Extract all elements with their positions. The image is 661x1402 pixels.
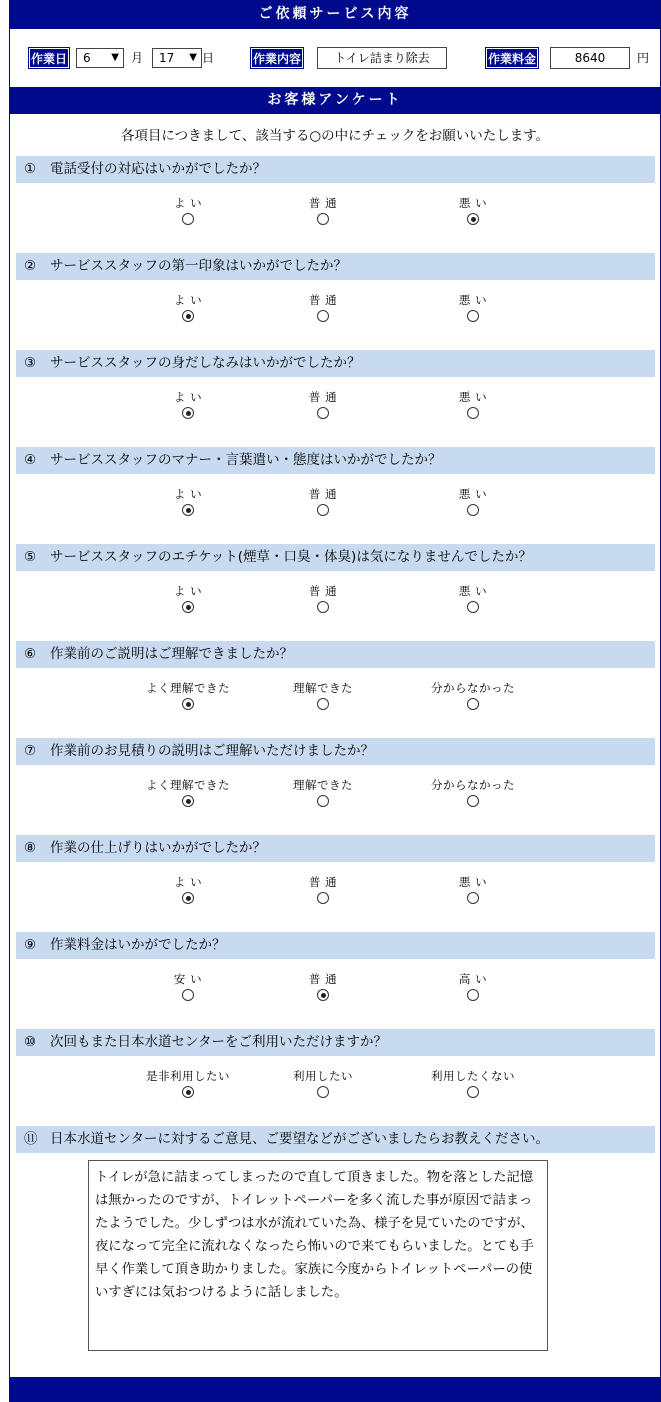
survey-page xyxy=(9,0,661,1402)
question-8 xyxy=(16,835,655,862)
content-field[interactable]: トイレ詰まり除去 xyxy=(317,47,447,69)
radio-unchecked[interactable] xyxy=(317,601,329,613)
question-number: ⑪ xyxy=(24,1131,38,1147)
footer-bar xyxy=(10,1377,660,1402)
option-5-2[interactable] xyxy=(268,584,378,613)
chevron-down-icon: ▼ xyxy=(111,52,119,63)
option-6-1[interactable] xyxy=(133,681,243,710)
radio-unchecked[interactable] xyxy=(467,892,479,904)
option-label: 安 い xyxy=(173,972,203,986)
option-9-3[interactable] xyxy=(418,972,528,1001)
day-select[interactable] xyxy=(152,48,202,68)
option-5-3[interactable] xyxy=(418,584,528,613)
radio-unchecked[interactable] xyxy=(317,1086,329,1098)
option-label: 普 通 xyxy=(308,972,338,986)
question-2 xyxy=(16,253,655,280)
radio-checked[interactable] xyxy=(182,504,194,516)
question-text: 作業前のご説明はご理解できましたか？ xyxy=(50,646,293,662)
option-4-3[interactable] xyxy=(418,487,528,516)
question-number: ⑧ xyxy=(24,840,37,856)
question-3 xyxy=(16,350,655,377)
option-8-3[interactable] xyxy=(418,875,528,904)
option-4-2[interactable] xyxy=(268,487,378,516)
option-label: よ い xyxy=(173,487,203,501)
option-1-3[interactable] xyxy=(418,196,528,225)
option-label: よく理解できた xyxy=(146,778,230,792)
radio-checked[interactable] xyxy=(467,213,479,225)
day-unit: 日 xyxy=(202,51,215,65)
option-label: 悪 い xyxy=(458,390,488,404)
comment-textarea[interactable]: トイレが急に詰まってしまったので直して頂きました。物を落とした記憶は無かったのですが、トイレットペーパーを多く流した事が原因で詰まったようでした。少しずつは水が流れていた為、様子を見ていたのですが、夜になって完全に流れなくなったら怖いので来てもらいました。とても手早く作業して頂き助かりました。家族に今度からトイレットペーパーの使いすぎには気おつけるように話しました。 xyxy=(88,1160,548,1351)
option-3-1[interactable] xyxy=(133,390,243,419)
service-info-row xyxy=(10,44,660,72)
radio-unchecked[interactable] xyxy=(317,310,329,322)
option-10-3[interactable] xyxy=(418,1069,528,1098)
question-text: 電話受付の対応はいかがでしたか？ xyxy=(50,161,266,177)
question-number: ① xyxy=(24,161,37,177)
option-9-1[interactable] xyxy=(133,972,243,1001)
option-7-1[interactable] xyxy=(133,778,243,807)
option-4-1[interactable] xyxy=(133,487,243,516)
option-label: 是非利用したい xyxy=(146,1069,230,1083)
radio-unchecked[interactable] xyxy=(317,407,329,419)
option-3-3[interactable] xyxy=(418,390,528,419)
option-6-3[interactable] xyxy=(418,681,528,710)
question-5 xyxy=(16,544,655,571)
option-label: よ い xyxy=(173,584,203,598)
fee-field[interactable]: 8640 xyxy=(550,47,630,69)
radio-unchecked[interactable] xyxy=(317,698,329,710)
question-10 xyxy=(16,1029,655,1056)
service-header: ご依頼サービス内容 xyxy=(10,0,660,29)
radio-unchecked[interactable] xyxy=(182,213,194,225)
option-label: 悪 い xyxy=(458,487,488,501)
option-label: 分からなかった xyxy=(431,778,515,792)
option-1-2[interactable] xyxy=(268,196,378,225)
radio-unchecked[interactable] xyxy=(182,989,194,1001)
month-select[interactable] xyxy=(76,48,124,68)
radio-checked[interactable] xyxy=(182,407,194,419)
option-8-1[interactable] xyxy=(133,875,243,904)
option-label: 悪 い xyxy=(458,584,488,598)
content-label: 作業内容 xyxy=(250,47,304,69)
survey-intro: 各項目につきまして、該当する○の中にチェックをお願いいたします。 xyxy=(120,128,550,144)
option-10-1[interactable] xyxy=(133,1069,243,1098)
day-value: 17 xyxy=(159,51,175,65)
question-number: ⑨ xyxy=(24,937,37,953)
radio-unchecked[interactable] xyxy=(467,989,479,1001)
question-text: サービススタッフのエチケット(煙草・口臭・体臭)は気になりませんでしたか？ xyxy=(50,549,532,565)
option-7-2[interactable] xyxy=(268,778,378,807)
option-7-3[interactable] xyxy=(418,778,528,807)
question-number: ⑥ xyxy=(24,646,37,662)
radio-unchecked[interactable] xyxy=(467,601,479,613)
question-9 xyxy=(16,932,655,959)
option-10-2[interactable] xyxy=(268,1069,378,1098)
question-number: ⑩ xyxy=(24,1034,37,1050)
comment-question xyxy=(16,1126,655,1153)
option-3-2[interactable] xyxy=(268,390,378,419)
option-label: よく理解できた xyxy=(146,681,230,695)
option-2-2[interactable] xyxy=(268,293,378,322)
radio-checked[interactable] xyxy=(182,310,194,322)
radio-checked[interactable] xyxy=(182,601,194,613)
radio-checked[interactable] xyxy=(182,892,194,904)
option-label: 悪 い xyxy=(458,875,488,889)
month-unit: 月 xyxy=(131,51,144,65)
option-1-1[interactable] xyxy=(133,196,243,225)
question-1 xyxy=(16,156,655,183)
question-text: サービススタッフのマナー・言葉遣い・態度はいかがでしたか？ xyxy=(50,452,442,468)
option-label: 悪 い xyxy=(458,293,488,307)
survey-header: お客様アンケート xyxy=(10,87,660,114)
option-label: 利用したい xyxy=(293,1069,353,1083)
radio-unchecked[interactable] xyxy=(467,795,479,807)
radio-unchecked[interactable] xyxy=(467,698,479,710)
radio-unchecked[interactable] xyxy=(317,892,329,904)
option-label: 分からなかった xyxy=(431,681,515,695)
radio-checked[interactable] xyxy=(182,698,194,710)
question-6 xyxy=(16,641,655,668)
option-label: 理解できた xyxy=(293,778,353,792)
option-label: 普 通 xyxy=(308,875,338,889)
radio-unchecked[interactable] xyxy=(317,504,329,516)
option-9-2[interactable] xyxy=(268,972,378,1001)
option-label: 普 通 xyxy=(308,487,338,501)
question-text: サービススタッフの身だしなみはいかがでしたか？ xyxy=(50,355,361,371)
option-label: 高 い xyxy=(458,972,488,986)
radio-checked[interactable] xyxy=(182,1086,194,1098)
option-label: 利用したくない xyxy=(431,1069,515,1083)
option-label: よ い xyxy=(173,196,203,210)
option-label: 普 通 xyxy=(308,584,338,598)
radio-unchecked[interactable] xyxy=(467,504,479,516)
option-label: 普 通 xyxy=(308,293,338,307)
radio-unchecked[interactable] xyxy=(467,1086,479,1098)
question-number: ⑦ xyxy=(24,743,37,759)
radio-unchecked[interactable] xyxy=(467,310,479,322)
question-text: 作業の仕上げりはいかがでしたか？ xyxy=(50,840,266,856)
option-label: 普 通 xyxy=(308,196,338,210)
option-6-2[interactable] xyxy=(268,681,378,710)
fee-label: 作業料金 xyxy=(485,47,539,69)
option-8-2[interactable] xyxy=(268,875,378,904)
radio-unchecked[interactable] xyxy=(317,795,329,807)
question-text: 作業前のお見積りの説明はご理解いただけましたか？ xyxy=(50,743,374,759)
option-2-1[interactable] xyxy=(133,293,243,322)
chevron-down-icon: ▼ xyxy=(189,52,197,63)
question-number: ④ xyxy=(24,452,37,468)
radio-checked[interactable] xyxy=(182,795,194,807)
question-4 xyxy=(16,447,655,474)
question-7 xyxy=(16,738,655,765)
date-label: 作業日 xyxy=(28,47,70,69)
radio-unchecked[interactable] xyxy=(317,213,329,225)
question-number: ② xyxy=(24,258,37,274)
option-label: 理解できた xyxy=(293,681,353,695)
month-value: 6 xyxy=(83,51,91,65)
question-text: 作業料金はいかがでしたか？ xyxy=(50,937,226,953)
radio-checked[interactable] xyxy=(317,989,329,1001)
question-text: サービススタッフの第一印象はいかがでしたか？ xyxy=(50,258,347,274)
option-5-1[interactable] xyxy=(133,584,243,613)
question-text: 日本水道センターに対するご意見、ご要望などがございましたらお教えください。 xyxy=(50,1131,549,1147)
radio-unchecked[interactable] xyxy=(467,407,479,419)
option-label: 悪 い xyxy=(458,196,488,210)
question-number: ③ xyxy=(24,355,37,371)
option-2-3[interactable] xyxy=(418,293,528,322)
option-label: よ い xyxy=(173,875,203,889)
question-text: 次回もまた日本水道センターをご利用いただけますか？ xyxy=(50,1034,387,1050)
option-label: よ い xyxy=(173,390,203,404)
question-number: ⑤ xyxy=(24,549,37,565)
option-label: 普 通 xyxy=(308,390,338,404)
fee-unit: 円 xyxy=(637,51,650,65)
option-label: よ い xyxy=(173,293,203,307)
